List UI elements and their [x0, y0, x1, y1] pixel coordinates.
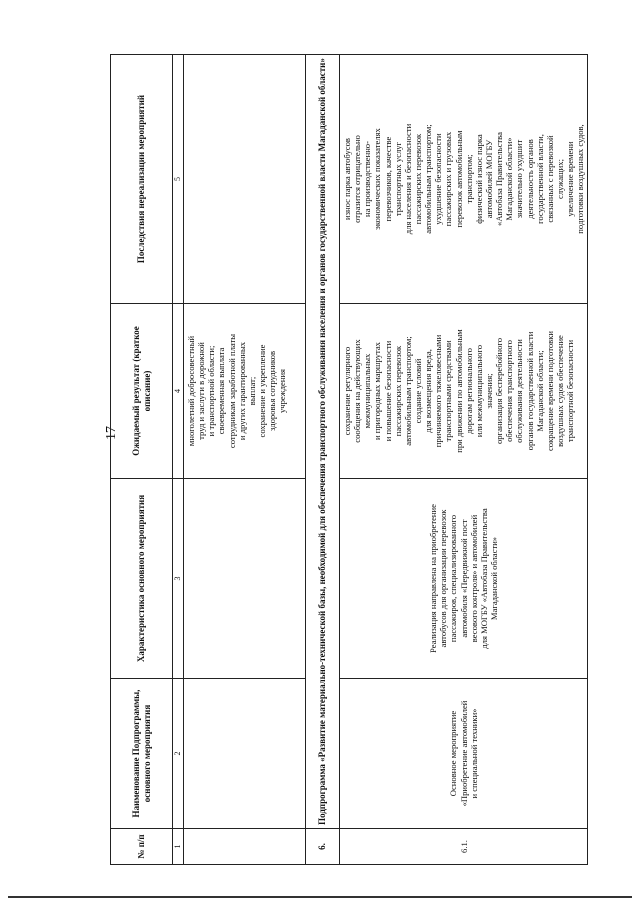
- text-line: подготовки воздушных судов,: [575, 124, 586, 234]
- text-line: для возмещения вреда,: [423, 349, 434, 433]
- text-line: «Автобаза Правительства: [494, 132, 505, 226]
- text-line: значения;: [483, 373, 494, 409]
- column-number: 2: [173, 679, 184, 829]
- table-row: [340, 55, 588, 865]
- consequence-cell: [340, 55, 588, 304]
- text-line: и специальной техники»: [468, 708, 479, 799]
- header-result: Ожидаемый результат (краткое описание): [111, 304, 173, 479]
- text-line: перевозчиков, качестве: [382, 136, 393, 222]
- text-line: связанных с перевозкой: [544, 135, 555, 223]
- text-line: сохранение и укрепление: [256, 344, 267, 438]
- text-line: причиняемого тяжеловесными: [433, 334, 444, 448]
- text-line: обслуживания деятельности: [514, 339, 525, 443]
- header-row: [111, 55, 173, 865]
- text-line: организация бесперебойного: [494, 337, 505, 445]
- text-line: и повышение безопасности: [382, 340, 393, 442]
- text-line: обеспечения транспортного: [504, 340, 515, 442]
- header-consequence: Последствия нереализации мероприятий: [111, 55, 173, 304]
- page-bottom-rule: [8, 896, 632, 898]
- row-number: 6.1.: [340, 829, 588, 865]
- text-line: автомобилей МОГБУ: [483, 139, 494, 219]
- column-number: 1: [173, 829, 184, 865]
- text-line: сообщения на действующих: [352, 339, 363, 443]
- text-line: отразится отрицательно: [352, 135, 363, 223]
- text-line: воздушных судов обеспечение: [554, 335, 565, 447]
- column-number-row: [173, 55, 184, 865]
- text-line: транспортом;: [463, 154, 474, 204]
- text-line: дорогам регионального: [463, 348, 474, 434]
- text-line: ухудшение безопасности: [433, 133, 444, 225]
- text-line: транспортной безопасности: [565, 339, 576, 443]
- text-line: значительно ухудшит: [514, 139, 525, 219]
- text-line: и транспортной области;: [206, 345, 217, 437]
- text-line: и других гарантированных: [236, 341, 247, 441]
- cell-empty: [184, 479, 306, 679]
- text-line: и пригородных маршрутах: [372, 342, 383, 440]
- column-number: 3: [173, 479, 184, 679]
- text-line: выплат;: [246, 376, 257, 406]
- text-line: износ парка автобусов: [342, 138, 352, 220]
- text-line: автомобильным транспортом;: [402, 336, 413, 446]
- text-line: транспортных услуг: [392, 141, 403, 217]
- cell-empty: [184, 55, 306, 304]
- column-number: 5: [173, 55, 184, 304]
- text-line: создание условий: [412, 358, 423, 424]
- text-line: «Приобретение автомобилей: [458, 700, 469, 807]
- text-line: на производственно-: [362, 141, 373, 217]
- text-line: транспортными средствами: [443, 340, 454, 442]
- section-title: Подпрограмма «Развитие материально-технической базы, необходимой для обеспечения транспортного обслуживания населения и органов государственной власти Магаданской области»: [306, 55, 340, 829]
- text-line: служащих;: [554, 159, 565, 199]
- text-line: пассажирских и грузовых: [443, 131, 454, 227]
- text-line: автомобильным транспортом;: [423, 124, 434, 234]
- text-line: учреждения: [277, 369, 288, 414]
- rotated-table-container: [110, 55, 586, 865]
- text-line: своевременная выплата: [216, 347, 227, 435]
- text-line: весового контроля» и автомобилей: [468, 514, 479, 643]
- text-line: для МОГБУ «Автобаза Правительства: [478, 508, 489, 649]
- text-line: Основное мероприятие: [448, 710, 459, 797]
- text-line: Магаданской области»: [489, 536, 500, 621]
- text-line: сокращение времени подготовки: [544, 330, 555, 452]
- text-line: пассажирских перевозок: [392, 345, 403, 437]
- page-number: 17: [104, 426, 119, 440]
- text-line: деятельность органов: [524, 139, 535, 219]
- text-line: труд и заслуги в дорожной: [196, 342, 207, 440]
- continued-result-cell: [184, 304, 306, 479]
- text-line: физический износ парка: [473, 134, 484, 224]
- text-line: увеличение времени: [565, 141, 576, 217]
- text-line: многолетний добросовестный: [186, 335, 196, 447]
- text-line: Магаданской области»: [504, 137, 515, 221]
- text-line: государственной власти,: [534, 134, 545, 224]
- text-line: Магаданской области;: [534, 350, 545, 432]
- header-characteristic: Характеристика основного мероприятия: [111, 479, 173, 679]
- text-line: автомобиля «Передвижной пост: [458, 519, 469, 638]
- section-number: 6.: [306, 829, 340, 865]
- text-line: перевозок автомобильным: [453, 130, 464, 228]
- text-line: пассажирских перевозок: [412, 133, 423, 225]
- text-line: экономических показателях: [372, 128, 383, 230]
- measures-table: [110, 54, 588, 865]
- text-line: сохранение регулярного: [342, 346, 352, 436]
- header-number: № п/п: [111, 829, 173, 865]
- text-line: сотрудникам заработной платы: [226, 333, 237, 449]
- text-line: автобусов для организации перевозок: [438, 509, 449, 648]
- text-line: межмуниципальных: [362, 353, 373, 429]
- section-row: [306, 55, 340, 865]
- header-name: Наименование Подпрограммы, основного мероприятия: [111, 679, 173, 829]
- continued-row: [184, 55, 306, 865]
- text-line: здоровья сотрудников: [267, 350, 278, 432]
- cell-empty: [184, 829, 306, 865]
- text-line: для населения и безопасности: [402, 123, 413, 235]
- column-number: 4: [173, 304, 184, 479]
- text-line: Реализация направлена на приобретение: [428, 504, 439, 653]
- measure-name-cell: [340, 679, 588, 829]
- characteristic-cell: [340, 479, 588, 679]
- text-line: или межмуниципального: [473, 344, 484, 438]
- text-line: пассажиров, специализированного: [448, 514, 459, 643]
- cell-empty: [184, 679, 306, 829]
- result-cell: [340, 304, 588, 479]
- text-line: органов государственной власти: [524, 331, 535, 451]
- text-line: при движении по автомобильным: [453, 329, 464, 453]
